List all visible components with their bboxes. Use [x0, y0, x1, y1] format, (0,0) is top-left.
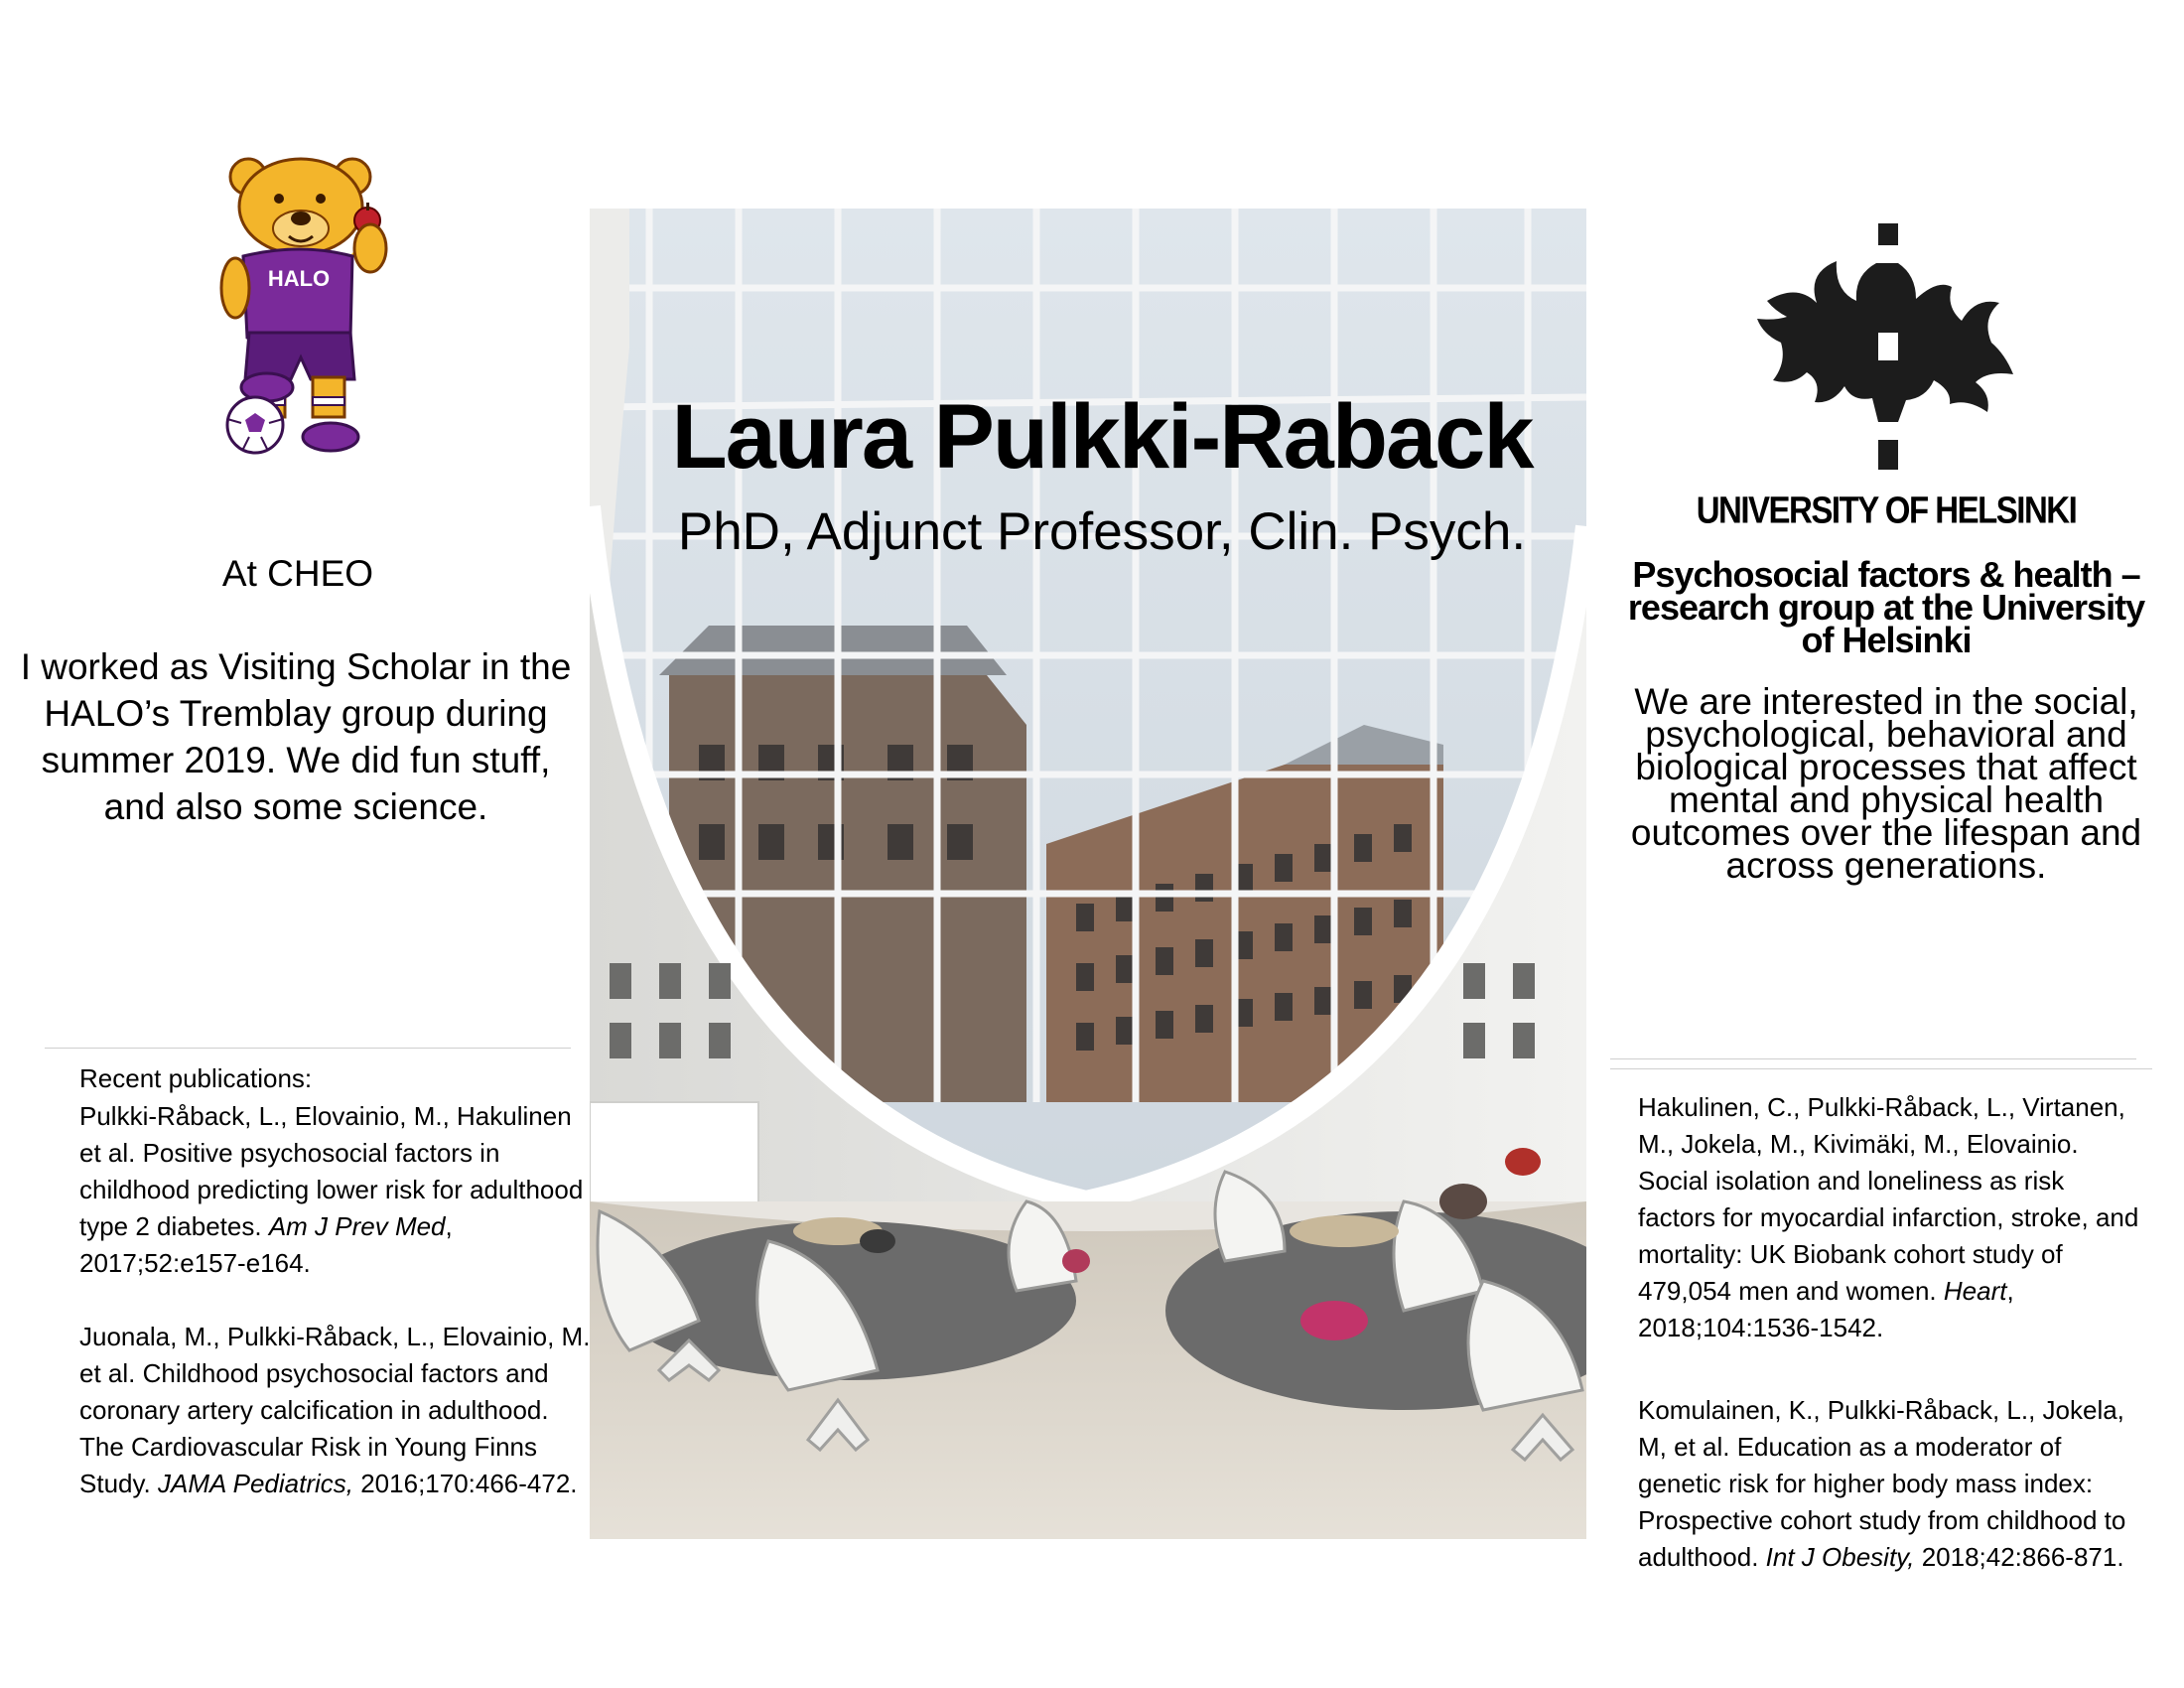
university-of-helsinki-flame-logo	[1757, 223, 2015, 482]
publication-text: Hakulinen, C., Pulkki-Råback, L., Virtanen, M., Jokela, M., Kivimäki, M., Elovainio. Social isolation and loneliness as risk factors for myocardial infarction, stroke, and mortality: UK Biobank cohort study of 479,054 men and women.	[1638, 1092, 2139, 1306]
publication-citation: 2018;42:866-871.	[1914, 1542, 2124, 1572]
publication-entry	[79, 1098, 596, 1282]
cheo-description: I worked as Visiting Scholar in the HALO’s Tremblay group during summer 2019. We did fun stuff, and also some science.	[20, 646, 572, 827]
publication-journal: Int J Obesity,	[1765, 1542, 1915, 1572]
research-group-heading: Psychosocial factors & health – research group at the University of Helsinki	[1627, 554, 2145, 660]
publication-journal: Am J Prev Med	[268, 1211, 446, 1241]
publication-citation: 2016;170:466-472.	[353, 1469, 578, 1498]
publication-journal: Heart	[1943, 1276, 2007, 1306]
publication-journal: JAMA Pediatrics,	[158, 1469, 353, 1498]
publication-entry	[1638, 1392, 2144, 1576]
name-title: Laura Pulkki-Raback	[671, 386, 1533, 488]
publication-text: Komulainen, K., Pulkki-Råback, L., Jokela, M, et al. Education as a moderator of genetic risk for higher body mass index: Prospective cohort study from childhood to adulthood.	[1638, 1395, 2126, 1572]
publication-entry	[79, 1319, 596, 1502]
left-divider	[45, 1048, 571, 1049]
halo-mascot-logo	[213, 149, 412, 457]
publication-citation: , 2017;52:e157-e164.	[79, 1211, 453, 1278]
recent-publications-heading: Recent publications:	[79, 1063, 313, 1093]
right-divider	[1610, 1068, 2152, 1069]
publication-text: Pulkki-Råback, L., Elovainio, M., Hakulinen et al. Positive psychosocial factors in childhood predicting lower risk for adulthood type 2 diabetes.	[79, 1101, 584, 1241]
credentials-subtitle: PhD, Adjunct Professor, Clin. Psych.	[677, 502, 1527, 561]
research-group-description: We are interested in the social, psychological, behavioral and biological processes that affect mental and physical health outcomes over the lifespan and across generations.	[1630, 681, 2142, 886]
publication-citation: , 2018;104:1536-1542.	[1638, 1276, 2014, 1342]
publication-entry	[1638, 1089, 2144, 1346]
right-divider	[1610, 1058, 2136, 1059]
halo-logo-text: HALO	[267, 266, 331, 291]
publication-text: Juonala, M., Pulkki-Råback, L., Elovainio, M. et al. Childhood psychosocial factors and coronary artery calcification in adulthood. The Cardiovascular Risk in Young Finns Study.	[79, 1322, 591, 1498]
university-name: UNIVERSITY OF HELSINKI	[1696, 489, 2077, 531]
cheo-heading: At CHEO	[221, 553, 374, 594]
